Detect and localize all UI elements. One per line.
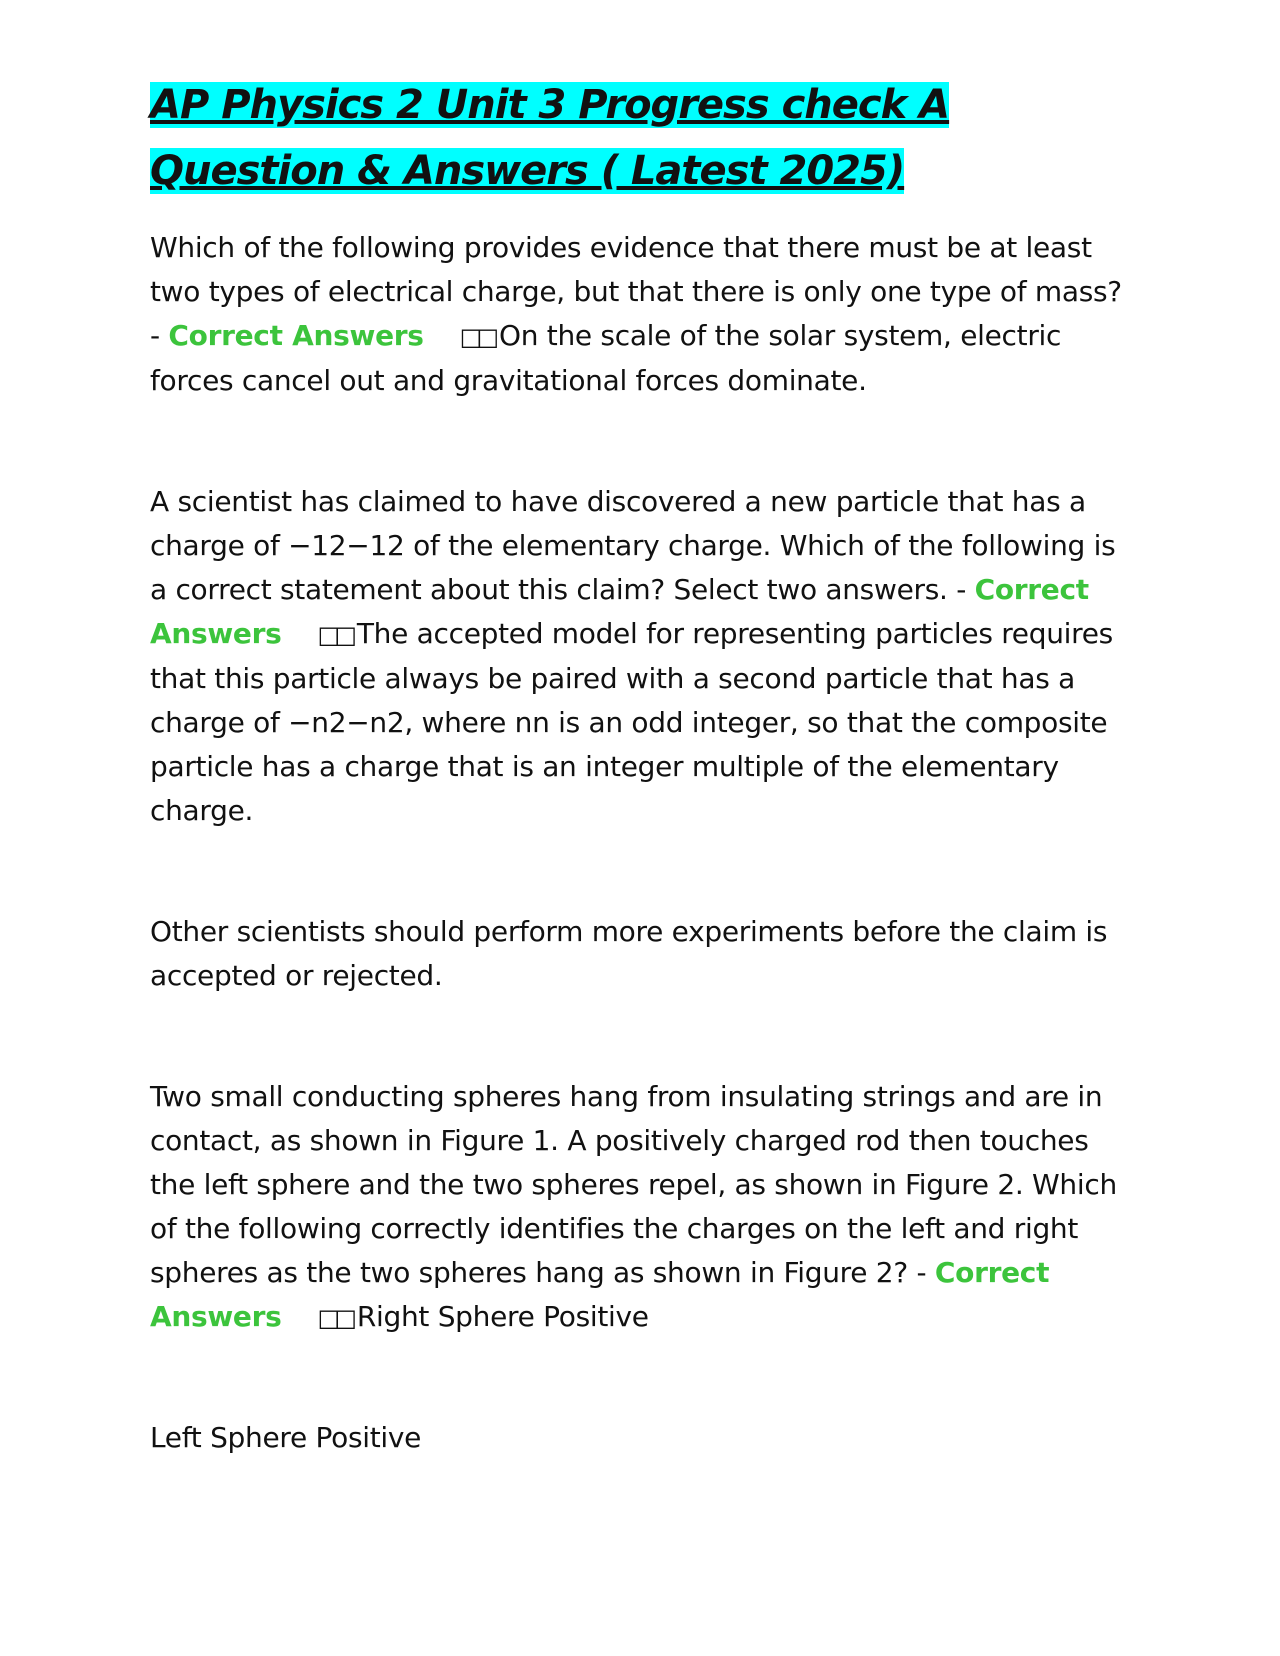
question-3-answer: Right Sphere Positive: [356, 1300, 649, 1333]
question-3: [150, 1075, 1140, 1340]
spacer: [150, 403, 1140, 480]
document-page: [150, 72, 1140, 1460]
question-2-text: A scientist has claimed to have discovered a new particle that has a charge of −12−12 of the elementary charge. Which of the following is a correct statement about this claim? Select two answers. -: [150, 485, 1116, 606]
title-line-2: Question & Answers ( Latest 2025): [150, 148, 905, 194]
spacer: [150, 1340, 1140, 1416]
answer-marker-icon: □□: [317, 621, 351, 649]
correct-answers-label: Correct Answers: [168, 319, 424, 352]
answer-marker-icon: □□: [317, 1304, 351, 1332]
title-line-1: AP Physics 2 Unit 3 Progress check A: [150, 82, 950, 128]
correct-answers-label: Correct Answers: [150, 573, 1089, 650]
question-3-answer-2: Left Sphere Positive: [150, 1421, 422, 1454]
question-2-answer-2: Other scientists should perform more experiments before the claim is accepted or rejected.: [150, 915, 1108, 992]
correct-answers-label: Correct Answers: [150, 1256, 1050, 1333]
question-1-answer: On the scale of the solar system, electric forces cancel out and gravitational forces dominate.: [150, 319, 1062, 397]
question-1-text: Which of the following provides evidence that there must be at least two types of electrical charge, but that there is only one type of mass? -: [150, 231, 1122, 352]
question-2-answer: The accepted model for representing particles requires that this particle always be paired with a second particle that has a charge of −n2−n2, where nn is an odd integer, so that the composite particle has a charge that is an integer multiple of the elementary charge.: [150, 617, 1113, 827]
question-3-text: Two small conducting spheres hang from insulating strings and are in contact, as shown in Figure 1. A positively charged rod then touches the left sphere and the two spheres repel, as shown in Figure 2. Which of the following correctly identifies the charges on the left and right spheres as the two spheres hang as shown in Figure 2? -: [150, 1080, 1117, 1289]
answer-marker-icon: □□: [459, 323, 493, 351]
question-1: [150, 226, 1140, 403]
spacer: [150, 998, 1140, 1075]
document-title: [150, 72, 1140, 204]
question-2: [150, 480, 1140, 833]
spacer: [150, 833, 1140, 910]
